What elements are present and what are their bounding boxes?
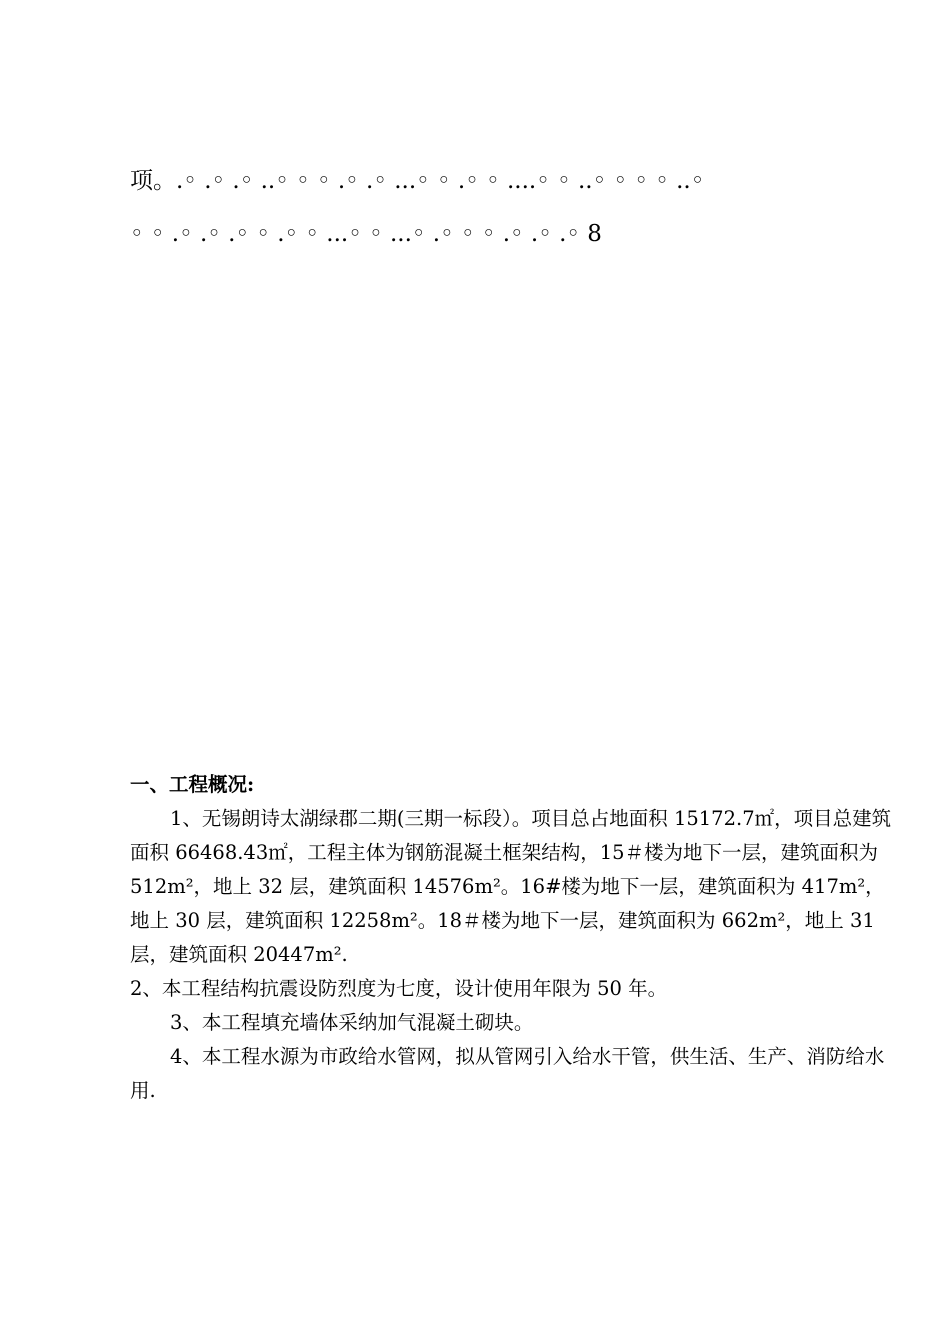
- overview-item-2: 2、本工程结构抗震设防烈度为七度，设计使用年限为 50 年。: [130, 977, 668, 1000]
- toc-entry-line-2: ◦ ◦ .◦ .◦ .◦ ◦ .◦ ◦ ...◦ ◦ ...◦ .◦ ◦ ◦ .◦ .◦ .◦ 8: [130, 221, 602, 247]
- section-heading: 一、工程概况:: [130, 773, 255, 796]
- toc-entry-line-1: 项。.◦ .◦ .◦ ..◦ ◦ ◦ .◦ .◦ ...◦ ◦ .◦ ◦ ....◦ ◦ ..◦ ◦ ◦ ◦ ..◦: [130, 168, 705, 194]
- overview-item-4: 4、本工程水源为市政给水管网，拟从管网引入给水干管，供生活、生产、消防给水用.: [130, 1045, 885, 1102]
- overview-item-1: 1、无锡朗诗太湖绿郡二期(三期一标段）。项目总占地面积 15172.7㎡，项目总建筑面积 66468.43㎡，工程主体为钢筋混凝土框架结构，15＃楼为地下一层，建筑面积为 512m²，地上 32 层，建筑面积 14576m²。16#楼为地下一层，建筑面积为 417m²，地上 30 层，建筑面积 12258m²。18＃楼为地下一层，建筑面积为 662m²，地上 31 层，建筑面积 20447m².: [130, 807, 892, 966]
- overview-item-3: 3、本工程填充墙体采纳加气混凝土砌块。: [170, 1011, 534, 1034]
- project-overview-section: [130, 768, 900, 1108]
